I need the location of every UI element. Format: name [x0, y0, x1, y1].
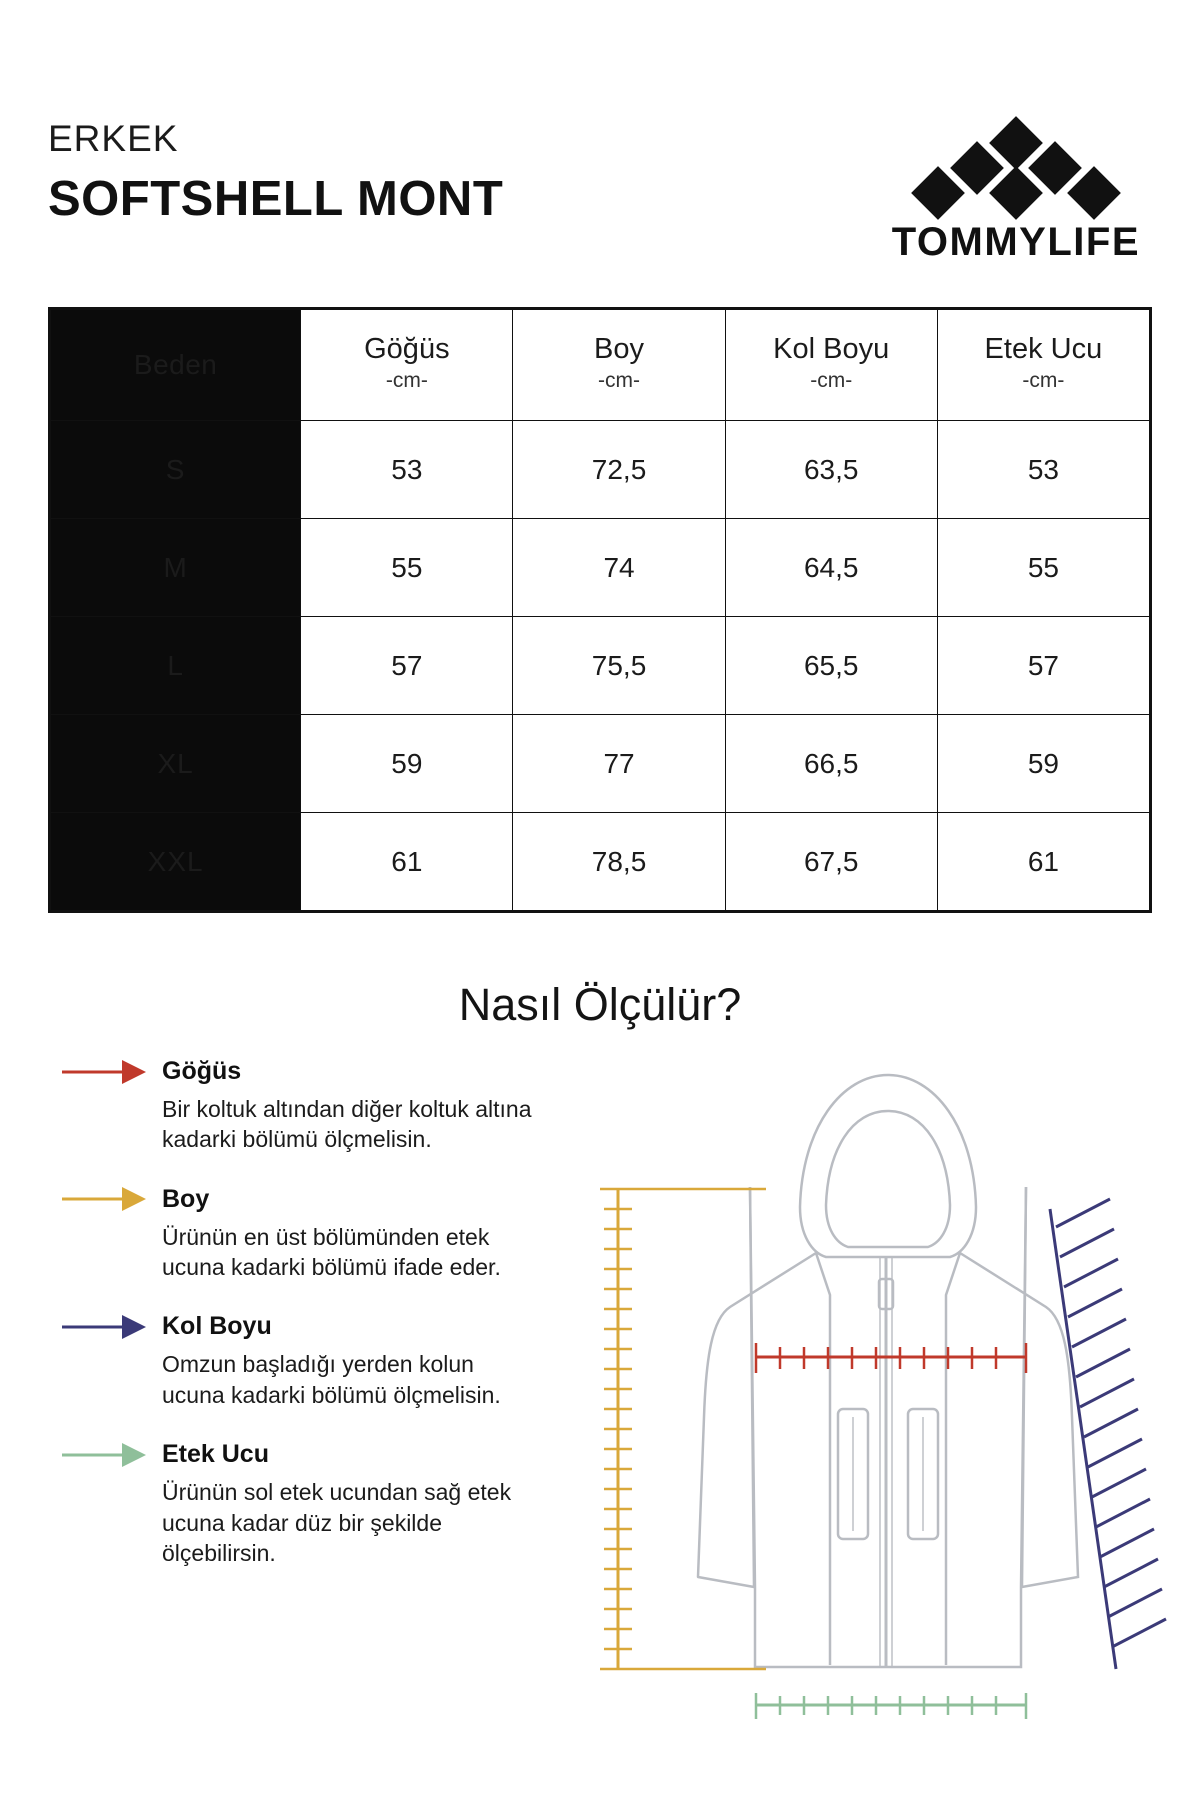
cell-kol: 63,5 [725, 421, 937, 519]
title-block [48, 120, 503, 224]
cell-size: XL [51, 715, 301, 813]
table-row [51, 715, 1150, 813]
cell-size: XXL [51, 813, 301, 911]
table-row [51, 617, 1150, 715]
legend-desc-boy: Ürünün en üst bölümünden etek ucuna kadarki bölümü ifade eder. [162, 1223, 501, 1281]
cell-boy: 75,5 [513, 617, 725, 715]
table-row [51, 519, 1150, 617]
page-header [0, 0, 1200, 265]
legend-desc-kol-boyu: Omzun başladığı yerden kolun ucuna kadarki bölümü ölçmelisin. [162, 1351, 501, 1408]
howto-title: Nasıl Ölçülür? [458, 979, 742, 1030]
legend-item-kol-boyu [60, 1312, 580, 1410]
cell-kol: 67,5 [725, 813, 937, 911]
cell-kol: 66,5 [725, 715, 937, 813]
measure-gogus [756, 1343, 1026, 1373]
size-table-wrapper [48, 307, 1152, 913]
legend-item-boy [60, 1185, 580, 1283]
arrow-marker-icon [60, 1313, 148, 1341]
page-kicker: ERKEK [48, 118, 179, 159]
brand-name: TOMMYLIFE [891, 220, 1140, 264]
cell-gogus: 53 [301, 421, 513, 519]
legend-item-gogus [60, 1057, 580, 1155]
arrow-marker-icon [60, 1441, 148, 1469]
column-header-beden: Beden [51, 310, 301, 421]
measurement-legend [60, 1057, 580, 1737]
cell-boy: 72,5 [513, 421, 725, 519]
legend-label-boy: Boy [162, 1184, 210, 1213]
column-header-kol-boyu: Kol Boyu -cm- [725, 310, 937, 421]
size-table [50, 309, 1150, 911]
brand-block [892, 124, 1140, 265]
table-row [51, 421, 1150, 519]
cell-kol: 64,5 [725, 519, 937, 617]
legend-label-gogus: Göğüs [162, 1057, 242, 1085]
cell-boy: 77 [513, 715, 725, 813]
legend-desc-etek-ucu: Ürünün sol etek ucundan sağ etek ucuna kadar düz bir şekilde ölçebilirsin. [162, 1479, 512, 1566]
howto-body [0, 1057, 1200, 1737]
column-header-gogus: Göğüs -cm- [301, 310, 513, 421]
column-header-boy: Boy -cm- [513, 310, 725, 421]
cell-gogus: 59 [301, 715, 513, 813]
legend-desc-gogus: Bir koltuk altından diğer koltuk altına kadarki bölümü ölçmelisin. [162, 1096, 532, 1153]
arrow-marker-icon [60, 1185, 148, 1213]
cell-gogus: 55 [301, 519, 513, 617]
cell-etek: 59 [937, 715, 1149, 813]
cell-boy: 74 [513, 519, 725, 617]
cell-gogus: 61 [301, 813, 513, 911]
cell-etek: 61 [937, 813, 1149, 911]
cell-size: L [51, 617, 301, 715]
cell-etek: 53 [937, 421, 1149, 519]
softshell-jacket-measurement-diagram [580, 1057, 1180, 1737]
cell-size: M [51, 519, 301, 617]
table-header-row [51, 310, 1150, 421]
measure-boy [600, 1189, 766, 1669]
column-header-etek-ucu: Etek Ucu -cm- [937, 310, 1149, 421]
legend-label-kol-boyu: Kol Boyu [162, 1312, 272, 1341]
table-row [51, 813, 1150, 911]
measure-etek-ucu [756, 1693, 1026, 1719]
cell-boy: 78,5 [513, 813, 725, 911]
cell-gogus: 57 [301, 617, 513, 715]
legend-item-etek-ucu [60, 1440, 580, 1568]
page-title: SOFTSHELL MONT [48, 172, 504, 226]
cell-kol: 65,5 [725, 617, 937, 715]
measure-kol-boyu [1050, 1199, 1166, 1669]
jacket-illustration [580, 1057, 1180, 1737]
arrow-marker-icon [60, 1058, 148, 1086]
cell-etek: 55 [937, 519, 1149, 617]
legend-label-etek-ucu: Etek Ucu [162, 1440, 269, 1469]
diamond-cluster-logo [916, 124, 1116, 208]
cell-etek: 57 [937, 617, 1149, 715]
cell-size: S [51, 421, 301, 519]
